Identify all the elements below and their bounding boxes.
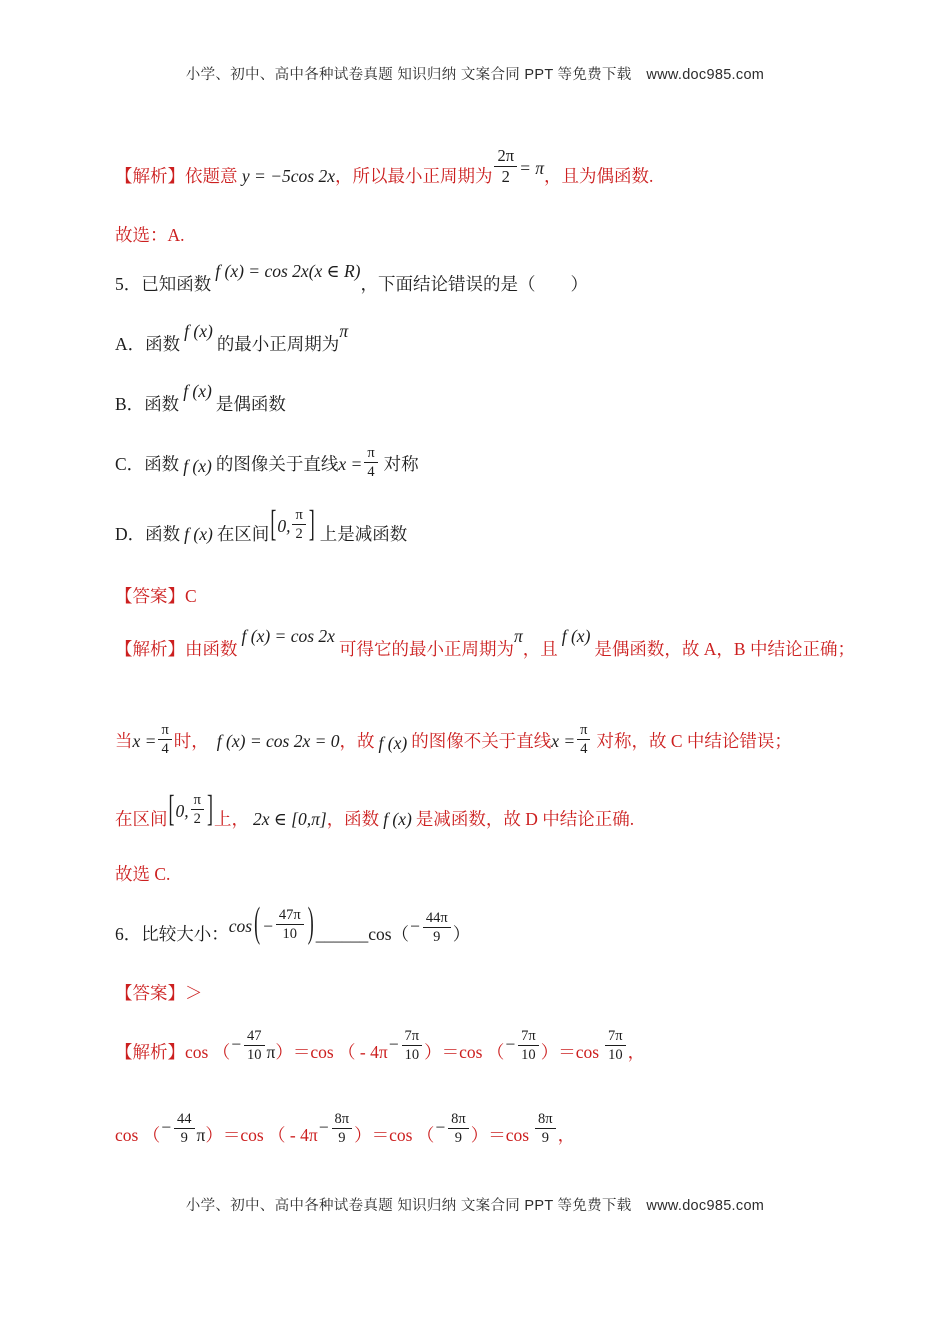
q5-analysis-line2: [115, 722, 792, 760]
fraction-47-over-10: $\frac{47}{10}$: [244, 1028, 265, 1063]
interval-0-pi-over-2: [168, 787, 214, 829]
option-d-label: D．: [115, 523, 146, 544]
right-bracket: ]: [308, 502, 315, 544]
q6-an1-red4: ）＝cos: [540, 1041, 600, 1062]
page-footer: [0, 1197, 950, 1216]
q5-an3-text3: ，函数: [326, 808, 380, 829]
fraction-7pi-over-10: $\frac{7\pi}{10}$: [402, 1028, 423, 1063]
q5-an1-equation1: f (x) = cos 2x: [241, 626, 335, 646]
option-a-text1: 函数: [145, 334, 181, 354]
left-cjk-paren: （: [391, 923, 410, 944]
answer-blank[interactable]: ______: [315, 923, 369, 944]
q4-analysis-text1: 依题意: [185, 165, 238, 186]
q5-an1-pi: π: [513, 626, 523, 646]
fraction-8pi-over-9: $\frac{8\pi}{9}$: [448, 1111, 469, 1146]
q5-an2-text3: ，故: [339, 730, 375, 751]
q5-stem-equation: f (x) = cos 2x(x ∈ R): [215, 261, 361, 281]
q6-number: 6．: [115, 923, 142, 944]
q6-an1-red3: ）＝cos （: [424, 1041, 505, 1062]
left-bracket: [: [168, 787, 175, 829]
option-c-equation: f (x): [183, 455, 212, 476]
q6-an2-red4: ）＝cos: [470, 1124, 530, 1145]
option-a-equation: f (x): [184, 321, 213, 341]
q5-an2-text5: 对称，故 C 中结论错误；: [596, 730, 792, 751]
q5-number: 5．: [115, 274, 142, 294]
q5-an2-text1: 当: [115, 730, 133, 751]
fraction-7pi-over-10: $\frac{7\pi}{10}$: [605, 1028, 626, 1063]
q4-analysis-line: [115, 146, 654, 198]
option-c-text2: 的图像关于直线: [215, 453, 339, 474]
q4-analysis-text2: ，所以最小正周期为: [334, 165, 493, 186]
answer-value: C: [185, 586, 197, 606]
q5-an1-label: 【解析】由函数: [115, 639, 238, 659]
right-cjk-paren: ）: [452, 923, 471, 944]
fraction-pi-over-4: $\frac{\pi}{4}$: [364, 445, 377, 480]
q5-an3-text4: 是减函数，故 D 中结论正确.: [415, 808, 635, 829]
q5-an2-equation1: f (x) = cos 2x = 0: [216, 730, 340, 751]
right-paren: ): [307, 898, 314, 946]
minus-sign: −: [434, 1116, 447, 1137]
answer-value: ＞: [185, 983, 203, 1003]
minus-sign: −: [504, 1033, 517, 1054]
q4-period-expression: [492, 146, 545, 187]
left-paren: (: [254, 898, 261, 946]
q5-option-b[interactable]: [115, 381, 286, 416]
q6-an1-red5: ，: [627, 1041, 646, 1062]
fraction-7pi-over-10: $\frac{7\pi}{10}$: [518, 1028, 539, 1063]
q5-an2-x-equals: x =: [132, 730, 157, 751]
q6-analysis-line2: [115, 1111, 576, 1154]
fraction-44-over-9: $\frac{44}{9}$: [174, 1111, 195, 1146]
q6-stem: [115, 898, 471, 953]
option-a-text2: 的最小正周期为: [216, 334, 340, 354]
q5-an1-text1: 可得它的最小正周期为: [338, 639, 514, 659]
option-a-label: A．: [115, 334, 146, 354]
option-b-equation: f (x): [183, 381, 212, 401]
q4-analysis-text3: ，且为偶函数.: [544, 165, 654, 186]
q6-an2-red5: ，: [557, 1124, 576, 1145]
q6-cos-expression-1: [228, 898, 316, 946]
option-d-text2: 在区间: [216, 523, 270, 544]
answer-label: 【答案】: [115, 983, 185, 1003]
q6-analysis-line1: [115, 1028, 646, 1071]
q6-stem-text1: 比较大小：: [141, 923, 229, 944]
q6-an1-red1: 【解析】cos （: [115, 1041, 231, 1062]
fraction-44pi-over-9: $\frac{44\pi}{9}$: [423, 910, 451, 945]
q5-stem-text1: 已知函数: [141, 274, 212, 294]
q5-analysis-line3: [115, 787, 635, 838]
fraction-47pi-over-10: $\frac{47\pi}{10}$: [276, 907, 304, 942]
q5-an3-text1: 在区间: [115, 808, 168, 829]
q5-stem: [115, 261, 589, 296]
minus-sign: −: [262, 915, 274, 936]
q4-conclusion: 故选：A.: [115, 225, 185, 245]
q5-an2-text2: 时，: [173, 730, 209, 751]
minus-sign: −: [317, 1116, 330, 1137]
fraction-pi-over-2: $\frac{\pi}{2}$: [292, 507, 305, 542]
q5-option-c[interactable]: [115, 445, 419, 483]
q5-an3-equation2: f (x): [383, 808, 412, 829]
minus-sign: −: [230, 1033, 243, 1054]
q5-analysis-line1: [115, 626, 855, 661]
q5-conclusion: 故选 C.: [115, 864, 171, 884]
q5-answer: [115, 585, 197, 608]
q5-an3-equation1: 2x ∈ [0,π]: [252, 808, 327, 829]
fraction-8pi-over-9: $\frac{8\pi}{9}$: [535, 1111, 556, 1146]
q6-an1-pi1: π: [266, 1041, 276, 1062]
option-d-equation: f (x): [184, 523, 213, 544]
answer-label: 【答案】: [115, 586, 185, 606]
analysis-label: 【解析】: [115, 165, 185, 186]
q6-an2-pi1: π: [196, 1124, 206, 1145]
fraction-pi-over-4: $\frac{\pi}{4}$: [577, 722, 590, 757]
q6-an2-red1: cos （: [115, 1124, 161, 1145]
option-a-pi: π: [339, 321, 349, 341]
q6-an1-red2: ）＝cos （ - 4π: [275, 1041, 388, 1062]
q6-an2-red3: ）＝cos （: [354, 1124, 435, 1145]
q4-equation-1: y = −5cos 2x: [241, 165, 335, 186]
fraction-pi-over-2: $\frac{\pi}{2}$: [191, 792, 204, 827]
option-d-text3: 上是减函数: [319, 523, 408, 544]
footer-text: 小学、初中、高中各种试卷真题 知识归纳 文案合同 PPT 等免费下载 www.doc985.com: [185, 1198, 765, 1214]
option-b-text1: 函数: [144, 394, 180, 414]
option-b-label: B．: [115, 394, 145, 414]
interval-zero: 0,: [277, 515, 291, 536]
q6-cos2: cos: [368, 923, 392, 944]
q5-an2-equation2: f (x): [378, 732, 408, 753]
interval-0-pi-over-2: [269, 502, 315, 544]
q6-cos1: cos: [228, 915, 253, 936]
option-d-text1: 函数: [145, 523, 181, 544]
minus-sign: −: [160, 1116, 173, 1137]
option-c-x-equals: x =: [338, 453, 363, 474]
left-bracket: [: [270, 502, 277, 544]
right-bracket: ]: [206, 787, 213, 829]
minus-sign: −: [387, 1033, 400, 1054]
option-c-text1: 函数: [144, 453, 180, 474]
q6-an2-red2: ）＝cos （ - 4π: [205, 1124, 318, 1145]
q5-an2-x-equals2: x =: [551, 730, 576, 751]
q5-an3-text2: 上，: [213, 808, 249, 829]
q5-an1-equation2: f (x): [561, 626, 591, 646]
fraction-8pi-over-9: $\frac{8\pi}{9}$: [332, 1111, 353, 1146]
q5-option-a[interactable]: [115, 321, 349, 356]
interval-zero: 0,: [175, 800, 189, 821]
q5-an2-text4: 的图像不关于直线: [411, 730, 552, 751]
q5-option-d[interactable]: [115, 502, 408, 553]
q5-stem-text2: ，下面结论错误的是（ ）: [360, 274, 589, 294]
option-c-text3: 对称: [383, 453, 419, 474]
option-b-text2: 是偶函数: [215, 394, 286, 414]
fraction-pi-over-4: $\frac{\pi}{4}$: [158, 722, 171, 757]
q5-an1-text3: 是偶函数，故 A，B 中结论正确；: [594, 639, 855, 659]
minus-sign: −: [409, 915, 421, 936]
q6-answer: [115, 982, 203, 1005]
option-c-label: C．: [115, 453, 145, 474]
q4-equation-2: = π: [519, 157, 545, 178]
header-text: 小学、初中、高中各种试卷真题 知识归纳 文案合同 PPT 等免费下载 www.doc985.com: [185, 67, 765, 83]
fraction-2pi-over-2: $\frac{2\pi}{2}$: [494, 147, 517, 187]
page-header: [0, 66, 950, 85]
q5-an1-text2: ，且: [522, 639, 558, 659]
